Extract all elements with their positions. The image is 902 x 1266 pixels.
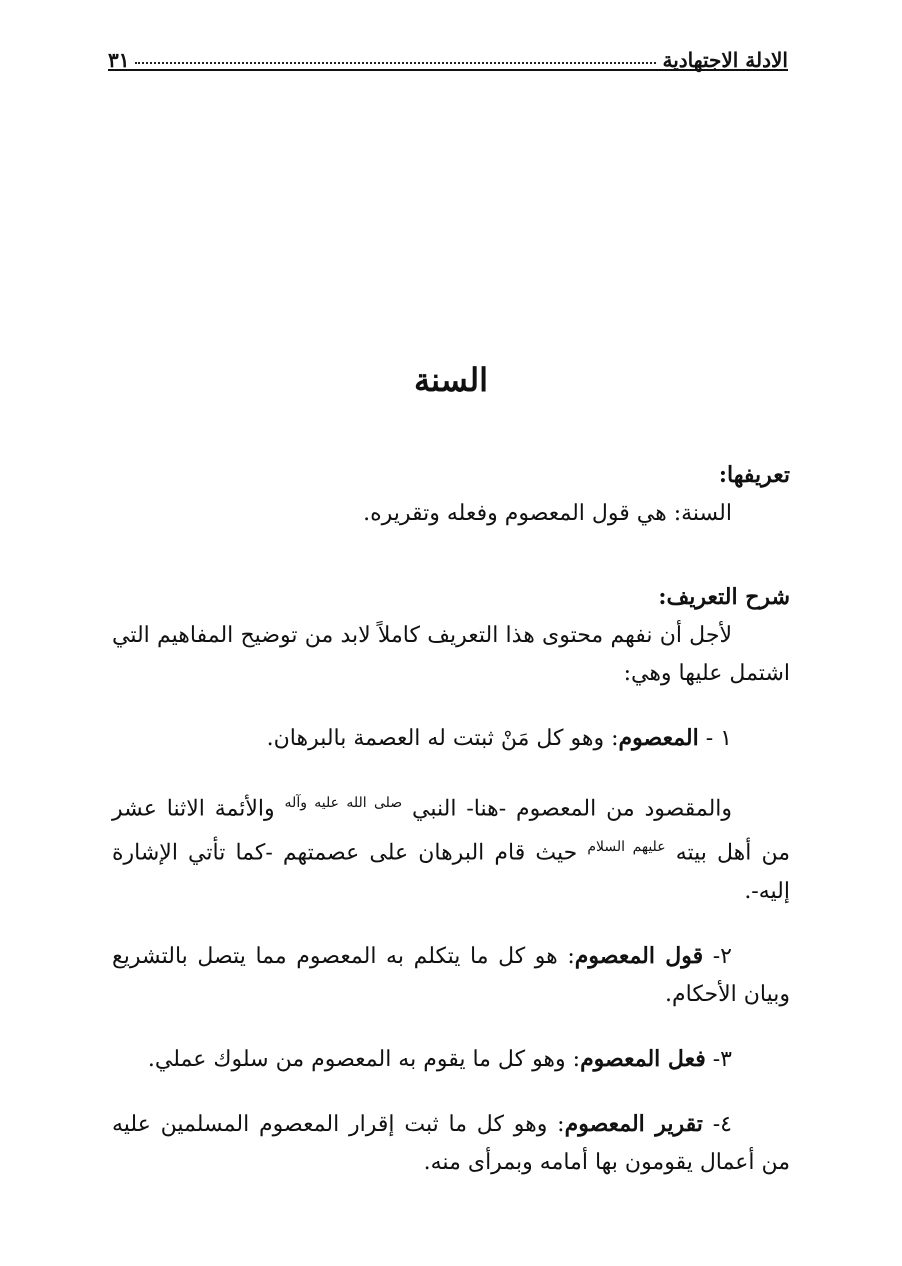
item-qawl (112, 937, 790, 1014)
note-part1: والمقصود من المعصوم -هنا- النبي (412, 796, 733, 822)
page-number: ٣١ (108, 48, 130, 72)
item-term: فعل المعصوم (580, 1045, 706, 1072)
item-text: : وهو كل مَنْ ثبتت له العصمة بالبرهان. (266, 726, 619, 751)
header-rule (108, 69, 788, 71)
item-number: ٤- (712, 1111, 732, 1137)
running-header-title: الادلة الاجتهادية (662, 48, 788, 72)
item-taqrir (112, 1105, 790, 1182)
leader-dots (135, 62, 656, 64)
note-part2: والأئمة الاثنا عشر من أهل بيته (112, 796, 791, 866)
definition-text: السنة: هي قول المعصوم وفعله وتقريره. (363, 501, 732, 526)
running-header (108, 30, 788, 70)
imams-honorific: عليهم السلام (587, 839, 666, 856)
item-number: ٢- (712, 943, 732, 969)
spacer (112, 1014, 790, 1040)
chapter-title: السنة (414, 361, 488, 399)
definition-heading: تعريفها: (718, 462, 790, 488)
spacer (112, 911, 790, 937)
item-masum (112, 719, 790, 758)
item-fil (112, 1040, 790, 1079)
spacer (112, 758, 790, 784)
item-text: : وهو كل ما ثبت إقرار المعصوم المسلمين عليه من أعمال يقومون بها أمامه وبمرأى منه. (112, 1111, 790, 1175)
item-term: المعصوم (618, 725, 699, 751)
explanation-intro: لأجل أن نفهم محتوى هذا التعريف كاملاً لابد من توضيح المفاهيم التي اشتمل عليها وهي: (112, 623, 790, 686)
note-part3: حيث قام البرهان على عصمتهم -كما تأتي الإشارة إليه-. (112, 840, 790, 904)
item-number: ١ - (705, 726, 732, 751)
body-text (112, 455, 790, 1182)
item-text: : وهو كل ما يقوم به المعصوم من سلوك عملي. (147, 1046, 581, 1072)
spacer (112, 1079, 790, 1105)
explanation-heading: شرح التعريف: (658, 584, 790, 610)
item-text: : هو كل ما يتكلم به المعصوم مما يتصل بالتشريع وبيان الأحكام. (112, 943, 790, 1007)
spacer (112, 693, 790, 719)
masum-note (112, 784, 790, 911)
item-term: تقرير المعصوم (564, 1110, 703, 1137)
prophet-honorific: صلى الله عليه وآله (284, 795, 403, 811)
item-term: قول المعصوم (574, 942, 704, 969)
item-number: ٣- (712, 1046, 732, 1072)
spacer (112, 533, 790, 577)
